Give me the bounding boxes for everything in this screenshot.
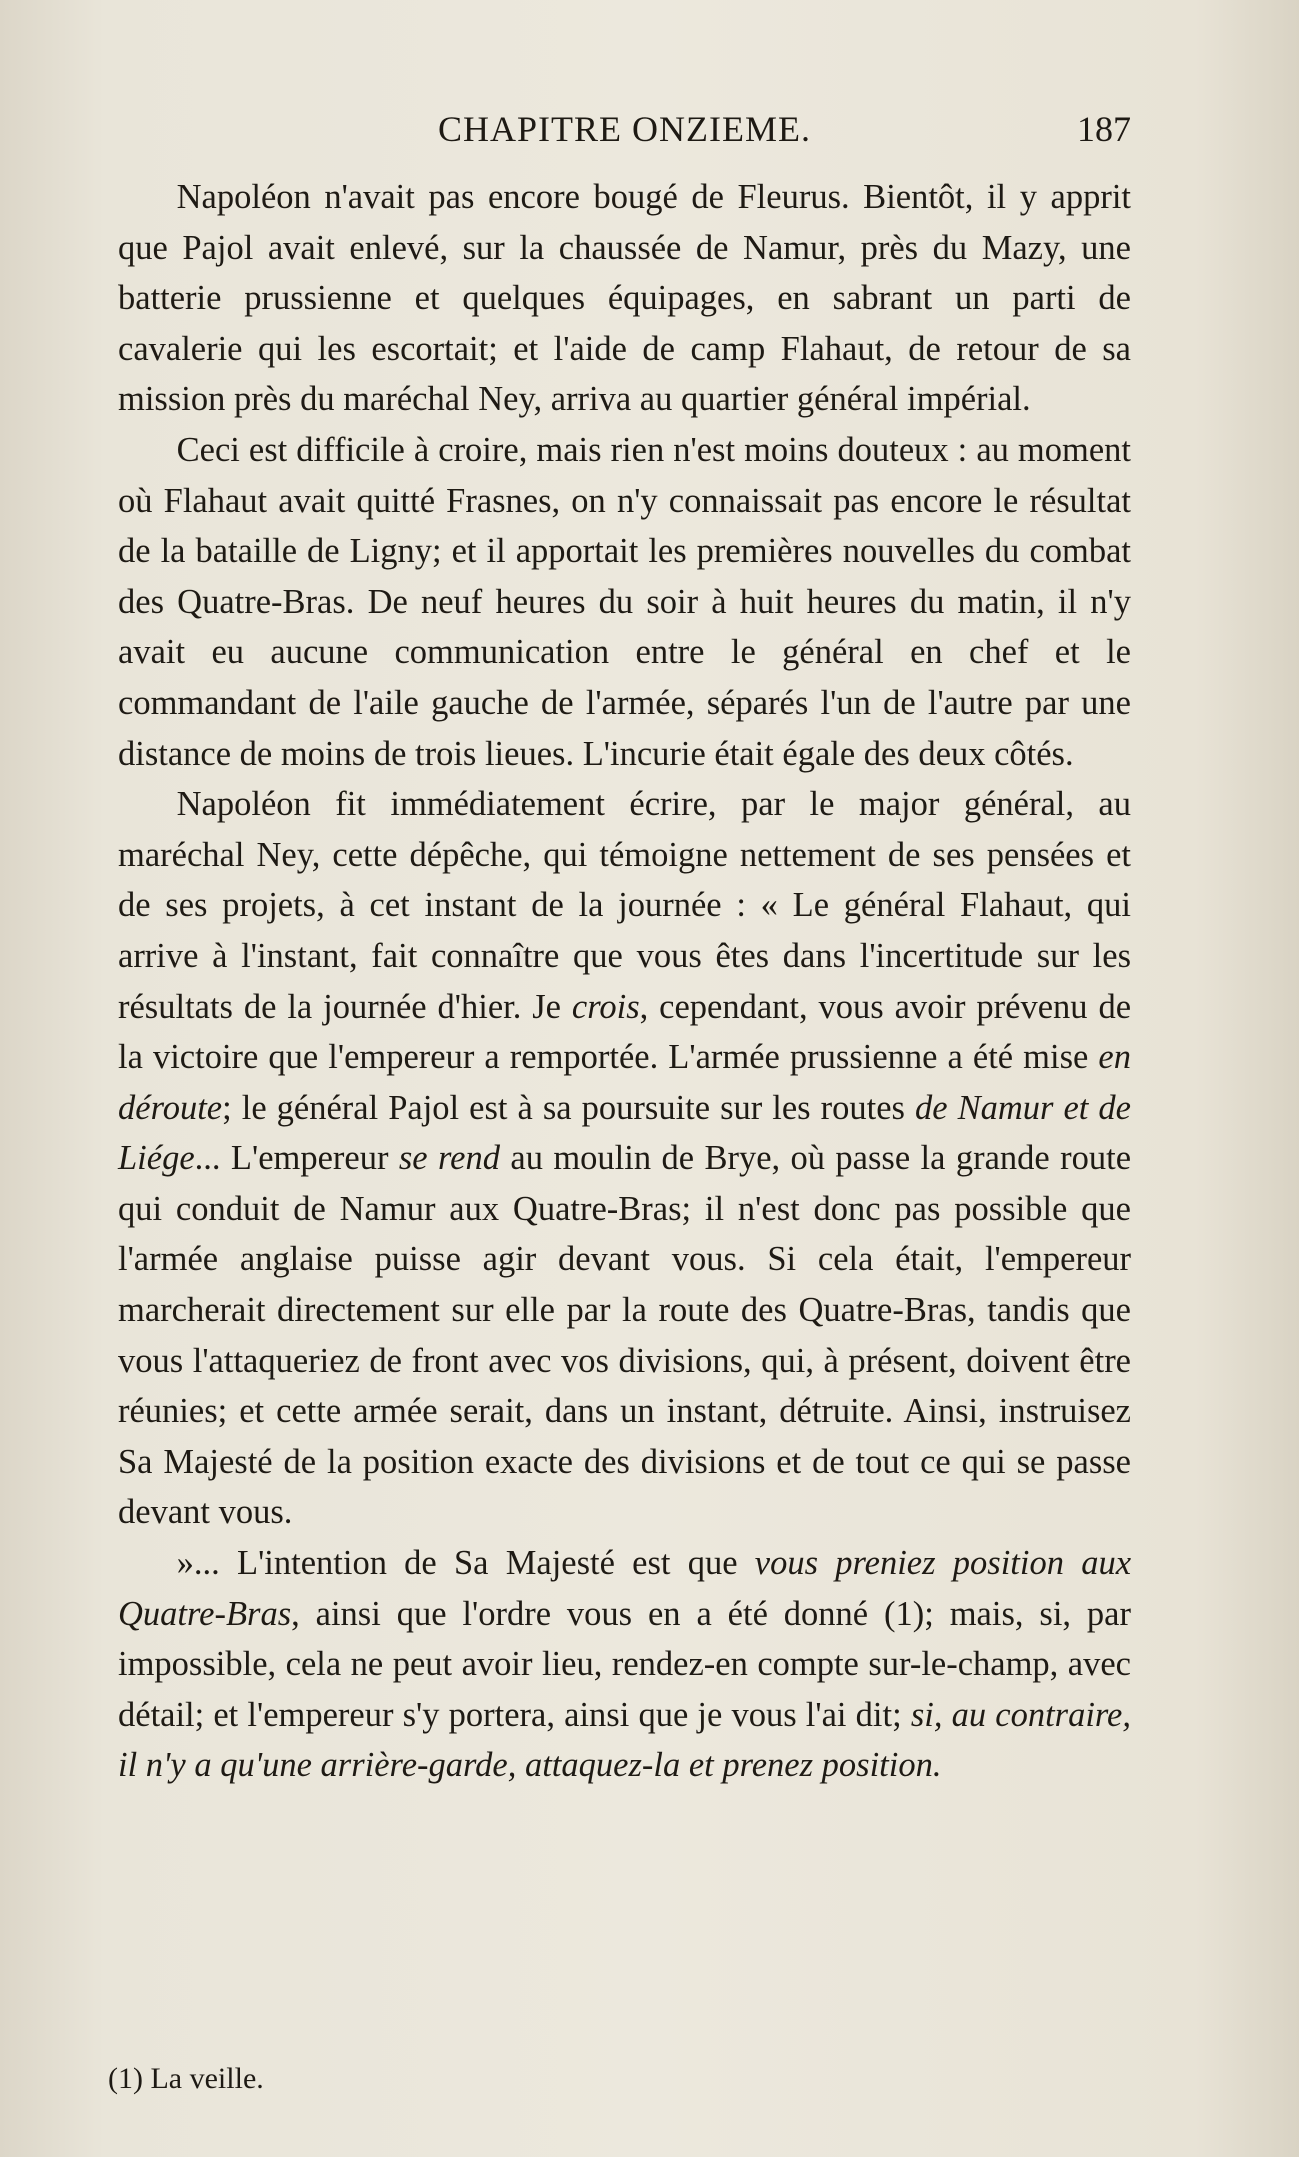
italic-segment: se rend [398,1139,500,1178]
body-text [118,172,1131,1791]
italic-segment: en déroute [118,1038,1131,1127]
text-segment: ; le général Pajol est à sa poursuite sur les routes [222,1088,915,1127]
footnote: (1) La veille. [108,2062,264,2095]
italic-segment: de Namur et de Liége [118,1088,1131,1178]
paragraph [118,779,1131,1538]
text-segment: ... L'empereur [194,1139,399,1178]
text-segment: »... L'intention de Sa Majesté est que [176,1544,755,1583]
italic-segment: vous preniez position aux Quatre-Bras [118,1544,1132,1633]
italic-segment: crois [571,987,640,1026]
text-segment: au moulin de Brye, où passe la grande route qui conduit de Namur aux Quatre-Bras; il n'est donc pas possible que l'armée anglaise puisse agir devant vous. Si cela était, l'empereur marcherait directement sur elle par la route des Quatre-Bras, tandis que vous l'attaqueriez de front avec vos divisions, qui, à présent, doivent être réunies; et cette armée serait, dans un instant, détruite. Ainsi, instruisez Sa Majesté de la position exacte des divisions et de tout ce qui se passe devant vous. [118,1139,1132,1532]
text-segment: , cependant, vous avoir prévenu de la victoire que l'empereur a remportée. L'armée prussienne a été mise [118,987,1132,1077]
text-segment: Napoléon n'avait pas encore bougé de Fleurus. Bientôt, il y apprit que Pajol avait enlevé, sur la chaussée de Namur, près du Mazy, une batterie prussienne et quelques équipages, en sabrant un parti de cavalerie qui les escortait; et l'aide de camp Flahaut, de retour de sa mission près du maréchal Ney, arriva au quartier général impérial. [118,178,1131,419]
paragraph [118,425,1131,779]
text-segment: Napoléon fit immédiatement écrire, par le major général, au maréchal Ney, cette dépêche, qui témoigne nettement de ses pensées et de ses projets, à cet instant de la journée : « Le général Flahaut, qui arrive à l'instant, fait connaître que vous êtes dans l'incertitude sur les résultats de la journée d'hier. Je [118,785,1131,1026]
text-segment: Ceci est difficile à croire, mais rien n'est moins douteux : au moment où Flahaut avait quitté Frasnes, on n'y connaissait pas encore le résultat de la bataille de Ligny; et il apportait les premières nouvelles du combat des Quatre-Bras. De neuf heures du soir à huit heures du matin, il n'y avait eu aucune communication entre le général en chef et le commandant de l'aile gauche de l'armée, séparés l'un de l'autre par une distance de moins de trois lieues. L'incurie était égale des deux côtés. [118,430,1131,773]
text-segment: , ainsi que l'ordre vous en a été donné (1); mais, si, par impossible, cela ne peut avoir lieu, rendez-en compte sur-le-champ, avec détail; et l'empereur s'y portera, ainsi que je vous l'ai dit; [118,1594,1131,1734]
running-head: CHAPITRE ONZIEME. [438,109,811,149]
paragraph [118,1538,1131,1791]
paragraph [118,172,1131,425]
page-header [118,108,1131,158]
page-number: 187 [1077,109,1131,149]
italic-segment: si, au contraire, il n'y a qu'une arrière-garde, attaquez-la et prenez position. [118,1695,1131,1785]
